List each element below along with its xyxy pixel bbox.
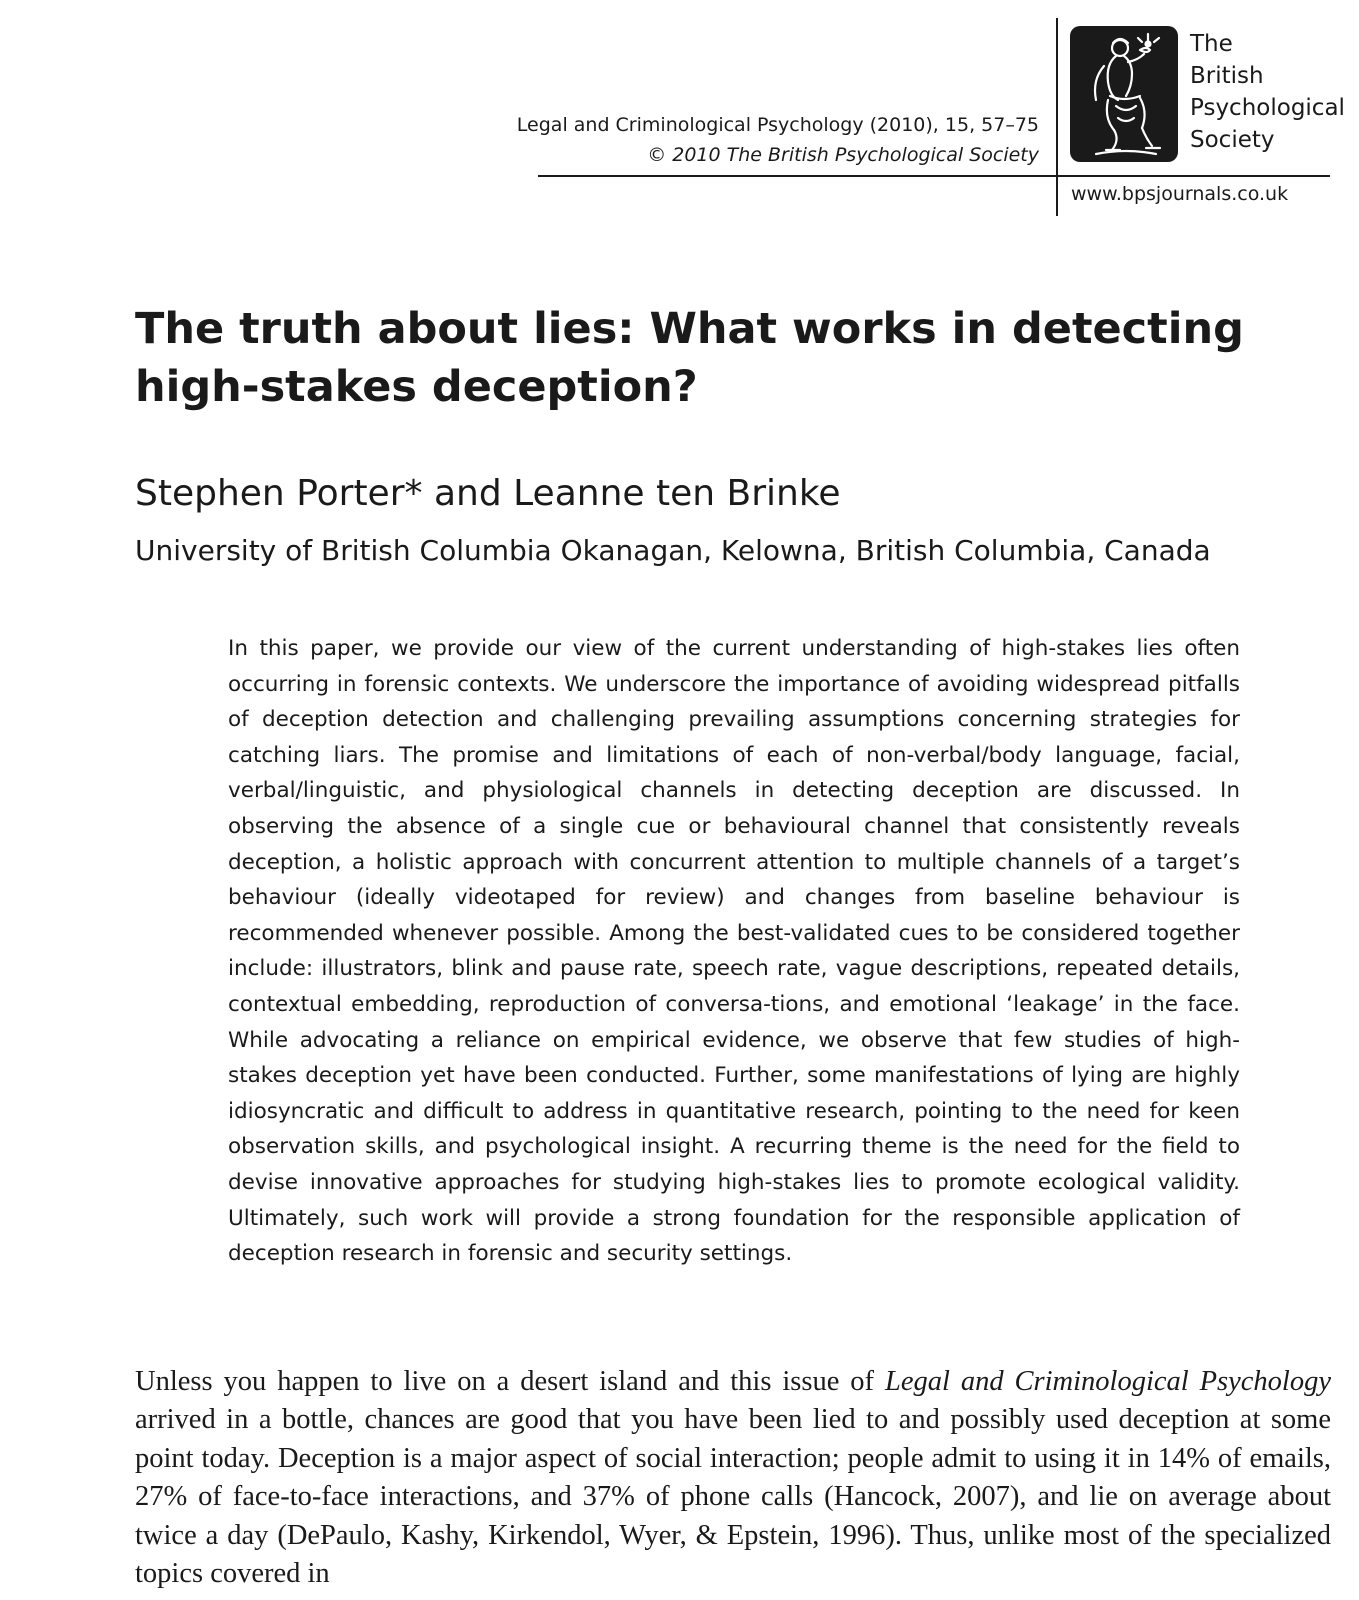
journal-citation-block <box>517 110 1039 170</box>
body-paragraph <box>135 1363 1331 1593</box>
abstract: In this paper, we provide our view of the current understanding of high-stakes lies often occurring in forensic contexts. We underscore the importance of avoiding widespread pitfalls of deception detection and challenging prevailing assumptions concerning strategies for catching liars. The promise and limitations of each of non-verbal/body language, facial, verbal/linguistic, and physiological channels in detecting deception are discussed. In observing the absence of a single cue or behavioural channel that consistently reveals deception, a holistic approach with concurrent attention to multiple channels of a target’s behaviour (ideally videotaped for review) and changes from baseline behaviour is recommended whenever possible. Among the best-validated cues to be considered together include: illustrators, blink and pause rate, speech rate, vague descriptions, repeated details, contextual embedding, reproduction of conversa-tions, and emotional ‘leakage’ in the face. While advocating a reliance on empirical evidence, we observe that few studies of high-stakes deception yet have been conducted. Further, some manifestations of lying are highly idiosyncratic and difficult to address in quantitative research, pointing to the need for keen observation skills, and psychological insight. A recurring theme is the need for the field to devise innovative approaches for studying high-stakes lies to promote ecological validity. Ultimately, such work will provide a strong foundation for the responsible application of deception research in forensic and security settings. <box>228 636 1240 1267</box>
copyright-notice: © 2010 The British Psychological Society <box>647 144 1039 166</box>
seated-figure-icon <box>1070 26 1178 162</box>
header-divider-horizontal <box>538 175 1330 177</box>
author-list: Stephen Porter* and Leanne ten Brinke <box>135 473 841 514</box>
body-text-segment: Unless you happen to live on a desert island and this issue of <box>135 1366 885 1397</box>
society-name-line: Society <box>1190 127 1275 153</box>
society-name <box>1190 28 1345 156</box>
bps-logo-icon <box>1070 26 1178 162</box>
society-name-line: The <box>1190 31 1233 57</box>
society-name-line: Psychological <box>1190 95 1345 121</box>
header-divider-vertical <box>1056 18 1058 216</box>
body-text-segment: arrived in a bottle, chances are good that you have been lied to and possibly used deception at some point today. Deception is a major aspect of social interaction; people admit to using it in 14% of emails, 27% of face-to-face interactions, and 37% of phone calls (Hancock, 2007), and lie on average about twice a day (DePaulo, Kashy, Kirkendol, Wyer, & Epstein, 1996). Thus, unlike most of the specialized topics covered in <box>135 1404 1331 1590</box>
paper-title-line: The truth about lies: What works in detecting <box>135 304 1244 354</box>
society-name-line: British <box>1190 63 1264 89</box>
journal-name-italic: Legal and Criminological Psychology <box>884 1366 1331 1397</box>
journal-website-link[interactable]: www.bpsjournals.co.uk <box>1071 183 1289 205</box>
paper-title <box>135 300 1315 416</box>
author-affiliation: University of British Columbia Okanagan, Kelowna, British Columbia, Canada <box>135 534 1211 567</box>
journal-citation: Legal and Criminological Psychology (2010), 15, 57–75 <box>516 114 1039 136</box>
paper-title-line: high-stakes deception? <box>135 362 698 412</box>
